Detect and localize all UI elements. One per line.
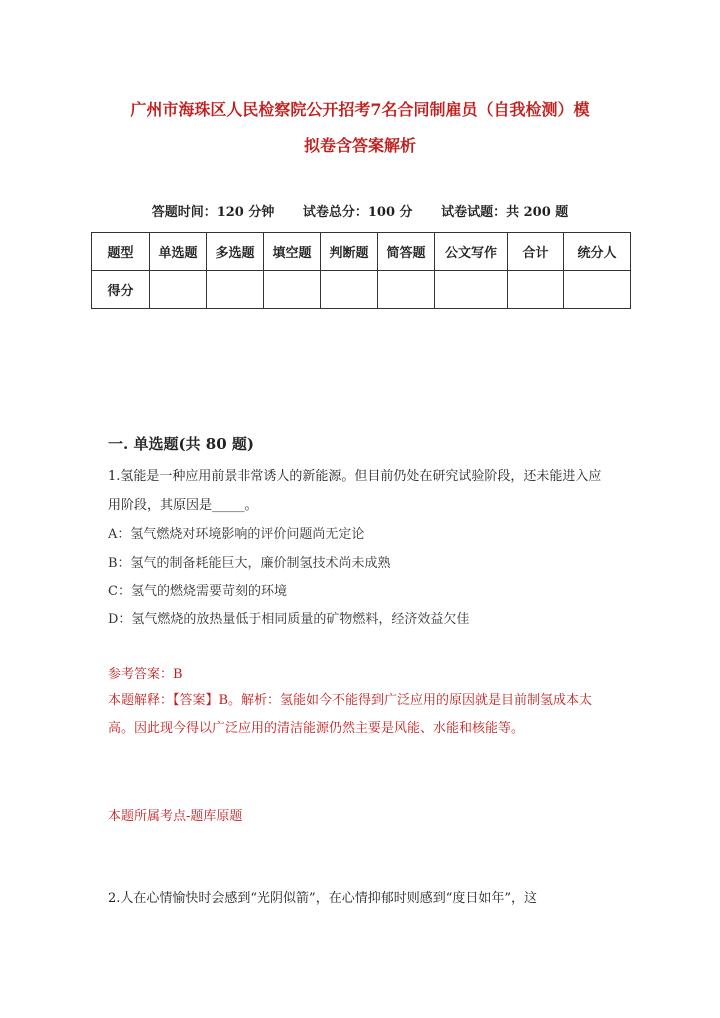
- exam-total-score: 试卷总分：100 分: [302, 205, 413, 220]
- score-cell: [435, 271, 508, 309]
- question-1-option-b: B：氢气的制备耗能巨大，廉价制氢技术尚未成熟: [108, 556, 391, 571]
- doc-title-line1: 广州市海珠区人民检察院公开招考7名合同制雇员（自我检测）模: [130, 100, 590, 119]
- header-cell-judge: 判断题: [321, 233, 378, 271]
- question-1-explanation: 本题解释：【答案】B。解析：氢能如今不能得到广泛应用的原因就是目前制氢成本太高。因此现今得以广泛应用的清洁能源仍然主要是风能、水能和核能等。: [108, 693, 593, 736]
- header-cell-scorer: 统分人: [564, 233, 631, 271]
- score-table-header-row: [92, 233, 631, 271]
- question-1-knowledge-point: 本题所属考点-题库原题: [108, 809, 243, 824]
- score-table: [91, 232, 631, 309]
- score-cell: [508, 271, 564, 309]
- row-label-score: 得分: [92, 271, 150, 309]
- header-cell-single: 单选题: [150, 233, 207, 271]
- score-cell: [207, 271, 264, 309]
- score-cell: [321, 271, 378, 309]
- header-cell-multi: 多选题: [207, 233, 264, 271]
- section-heading: 一. 单选题(共 80 题): [108, 435, 254, 453]
- doc-title-line2: 拟卷含答案解析: [303, 136, 416, 155]
- header-cell-writing: 公文写作: [435, 233, 508, 271]
- header-cell-short: 简答题: [378, 233, 435, 271]
- score-cell: [264, 271, 321, 309]
- exam-question-count: 试卷试题：共 200 题: [441, 205, 569, 220]
- question-1-text: 1.氢能是一种应用前景非常诱人的新能源。但目前仍处在研究试验阶段，还未能进入应用阶段，其原因是_____。: [108, 469, 602, 513]
- exam-meta: [0, 201, 720, 220]
- question-1-answer: 参考答案：B: [108, 667, 183, 682]
- header-cell-total: 合计: [508, 233, 564, 271]
- score-cell: [150, 271, 207, 309]
- question-1-option-a: A：氢气燃烧对环境影响的评价问题尚无定论: [108, 527, 365, 542]
- question-1-option-d: D：氢气燃烧的放热量低于相同质量的矿物燃料，经济效益欠佳: [108, 612, 470, 627]
- header-cell-fill: 填空题: [264, 233, 321, 271]
- exam-time: 答题时间：120 分钟: [151, 205, 275, 220]
- score-cell: [378, 271, 435, 309]
- header-cell-type: 题型: [92, 233, 150, 271]
- question-1-option-c: C：氢气的燃烧需要苛刻的环境: [108, 584, 287, 599]
- score-cell: [564, 271, 631, 309]
- question-2-text: 2.人在心情愉快时会感到“光阴似箭”，在心情抑郁时则感到“度日如年”，这: [108, 891, 537, 906]
- score-table-score-row: [92, 271, 631, 309]
